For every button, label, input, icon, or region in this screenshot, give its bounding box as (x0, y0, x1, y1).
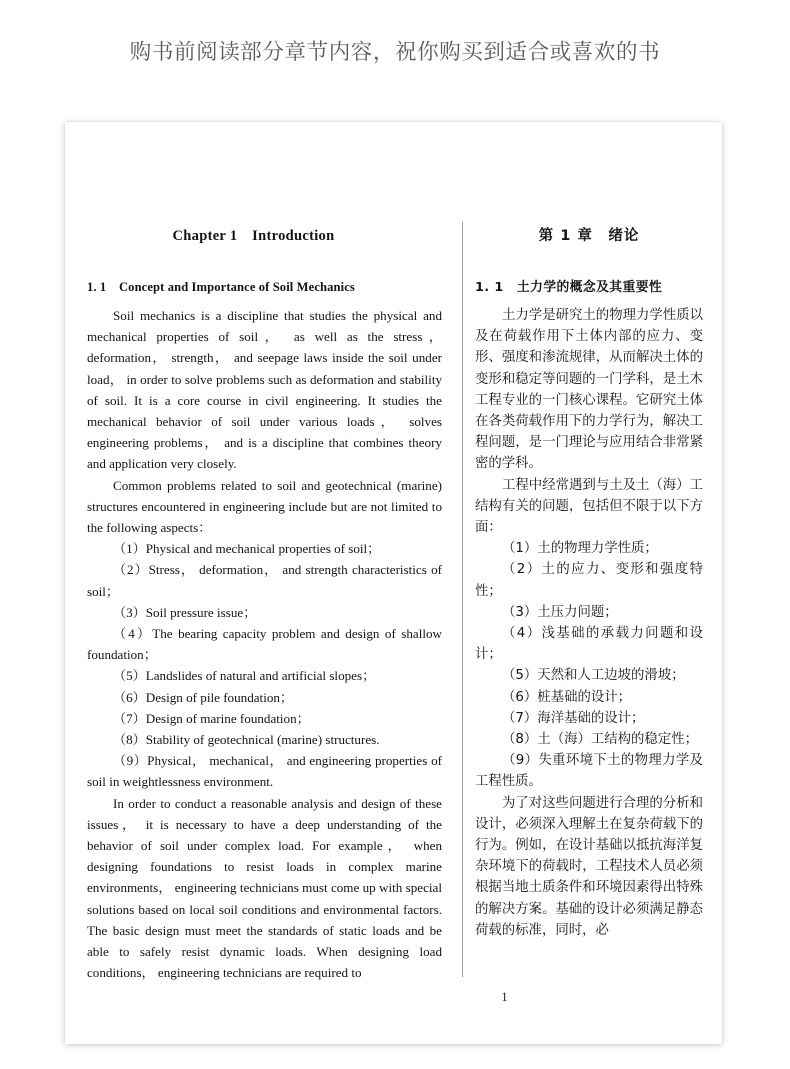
english-list-item: （7）Design of marine foundation； (113, 710, 310, 726)
english-closing-paragraph: In order to conduct a reasonable analysis and design of these issues， it is necessary to have a deep understanding of the behavior of soil under complex load. For example， when designing foundations to resist loads in complex marine environments， engineering technicians must come up with special solutions based on local soil conditions and environmental factors. The basic design must meet the standards of static loads and be able to safely resist dynamic loads. When designing load conditions， engineering technicians are required to (87, 795, 442, 981)
chinese-chapter-title: 第 1 章 绪论 (538, 228, 640, 244)
chinese-list-item: （4）浅基础的承载力问题和设计； (475, 626, 703, 663)
english-list-item: （1）Physical and mechanical properties of soil； (113, 541, 381, 557)
english-chapter-title: Chapter 1 Introduction (172, 228, 335, 244)
english-column (87, 224, 442, 984)
chinese-list-item: （2）土的应力、变形和强度特性； (475, 562, 703, 599)
chinese-closing-paragraph: 为了对这些问题进行合理的分析和设计，必须深入理解土在复杂荷载下的行为。例如，在设计基础以抵抗海洋复杂环境下的荷载时，工程技术人员必须根据当地土质条件和环境因素得出特殊的解决方案。基础的设计必须满足静态荷载的标准，同时，必 (475, 795, 703, 938)
english-list-item: （8）Stability of geotechnical (marine) structures. (113, 732, 380, 748)
column-divider-rule (462, 222, 463, 977)
page-columns (65, 122, 722, 1044)
english-list-item: （2）Stress， deformation， and strength characteristics of soil； (87, 562, 442, 599)
chinese-paragraph: 工程中经常遇到与土及土（海）工结构有关的问题，包括但不限于以下方面： (475, 477, 703, 536)
chinese-list-item: （9）失重环境下土的物理力学及工程性质。 (475, 753, 703, 790)
english-list-item: （6）Design of pile foundation； (113, 689, 294, 705)
chinese-list-item: （5）天然和人工边坡的滑坡； (502, 668, 685, 684)
chinese-list-item: （3）土压力问题； (502, 604, 618, 620)
promo-banner (0, 0, 790, 100)
chinese-column (475, 224, 703, 941)
chinese-section-heading: 1. 1 土力学的概念及其重要性 (475, 280, 663, 295)
chinese-list-item: （7）海洋基础的设计； (502, 710, 645, 726)
chinese-list-item: （1）土的物理力学性质； (502, 541, 658, 557)
chinese-paragraph: 土力学是研究土的物理力学性质以及在荷载作用下土体内部的应力、变形、强度和渗流规律，从而解决土体的变形和稳定等问题的一门学科，是土木工程专业的一门核心课程。它研究土体在各类荷载作用下的力学行为，解决工程问题，是一门理论与应用结合非常紧密的学科。 (475, 308, 703, 472)
english-list-item: （5）Landslides of natural and artificial slopes； (113, 668, 376, 684)
english-paragraph: Common problems related to soil and geotechnical (marine) structures encountered in engineering include but are not limited to the following aspects： (87, 477, 442, 536)
chinese-list-item: （6）桩基础的设计； (502, 689, 632, 705)
english-list-item: （9）Physical， mechanical， and engineering properties of soil in weightlessness environment. (87, 753, 442, 790)
english-paragraph: Soil mechanics is a discipline that studies the physical and mechanical properties of soil， as well as the stress， deformation， strength， and seepage laws inside the soil under load， in order to solve problems such as deformation and stability of soil. It is a core course in civil engineering. It studies the mechanical behavior of soil under various loads， solves engineering problems， and is a discipline that combines theory and application very closely. (87, 308, 442, 472)
book-page-sheet (65, 122, 722, 1044)
english-section-heading: 1. 1 Concept and Importance of Soil Mechanics (87, 280, 355, 294)
english-list-item: （4）The bearing capacity problem and design of shallow foundation； (87, 626, 442, 663)
page-number: 1 (501, 990, 508, 1004)
english-list-item: （3）Soil pressure issue； (113, 604, 257, 620)
chinese-list-item: （8）土（海）工结构的稳定性； (502, 732, 698, 748)
promo-banner-text: 购书前阅读部分章节内容，祝你购买到适合或喜欢的书 (129, 39, 661, 65)
